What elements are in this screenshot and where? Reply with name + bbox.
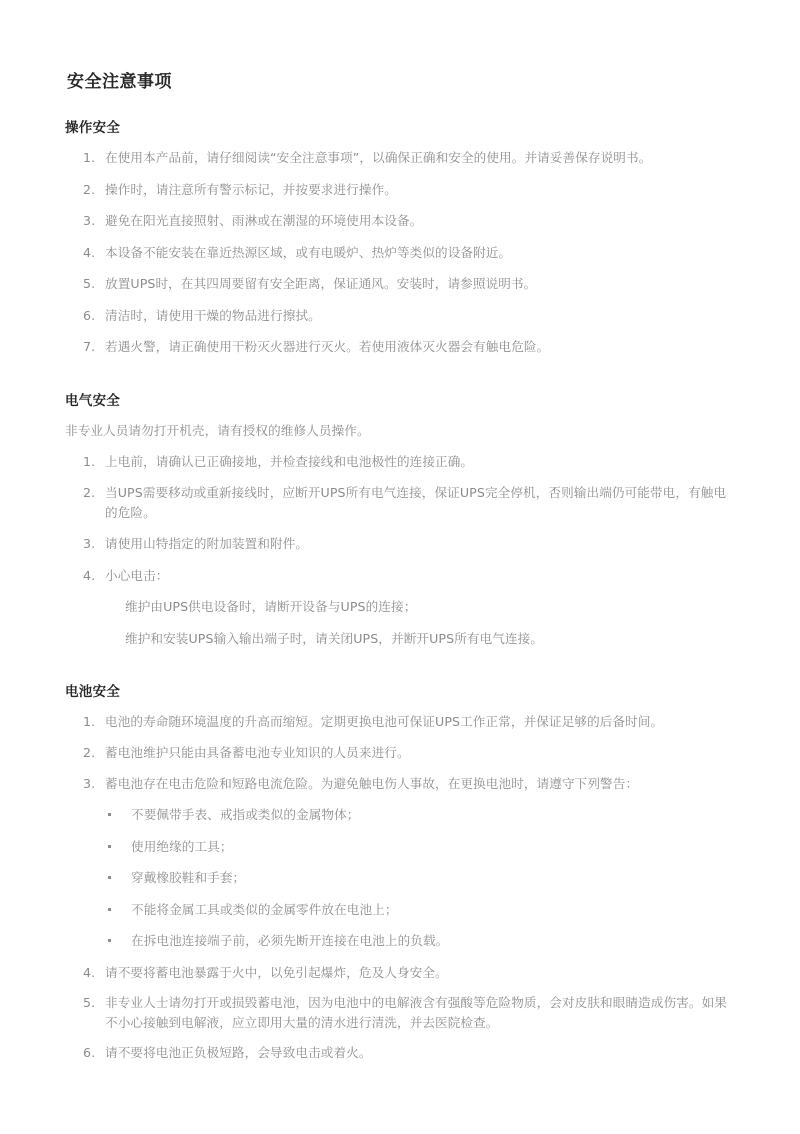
bullet-dot-icon [108,845,111,848]
bullet-list-item [105,931,737,951]
bullet-dot-icon [108,876,111,879]
list-item-text: 蓄电池维护只能由具备蓄电池专业知识的人员来进行。 [105,745,410,760]
list-item [83,180,737,200]
page-title: 安全注意事项 [67,72,172,93]
list-item-text: 清洁时，请使用干燥的物品进行擦拭。 [105,307,321,323]
list-item [83,306,737,326]
list-marker: 4. [83,244,96,260]
section-intro-text: 非专业人员请勿打开机壳，请有授权的维修人员操作。 [65,423,370,439]
section-electrical-safety [65,391,737,648]
list-item [83,483,737,522]
list-item [83,963,737,983]
list-item [83,148,737,168]
list-item [83,211,737,231]
list-marker: 2. [83,745,96,760]
list-item [83,337,737,357]
list-item-text: 请不要将电池正负极短路，会导致电击或着火。 [105,1045,372,1061]
list-marker: 3. [83,775,96,791]
bullet-list-item [105,837,737,857]
bullet-list-item [105,868,737,888]
bullet-list [105,805,737,951]
list-marker: 1. [83,150,96,166]
numbered-list [65,148,737,357]
bullet-text: 不要佩带手表、戒指或类似的金属物体； [131,807,360,823]
list-item [83,993,737,1032]
bullet-list-item [105,900,737,920]
list-item-text: 非专业人士请勿打开或损毁蓄电池，因为电池中的电解液含有强酸等危险物质，会对皮肤和眼睛造成伤害。如果不小心接触到电解液，应立即用大量的清水进行清洗，并去医院检查。 [105,995,727,1030]
section-heading: 电池安全 [65,684,121,701]
document-content [65,118,737,1074]
list-marker: 6. [83,1045,96,1061]
bullet-text: 使用绝缘的工具； [131,838,233,854]
list-item [83,534,737,554]
list-item-text: 放置UPS时，在其四周要留有安全距离，保证通风。安装时，请参照说明书。 [105,276,537,292]
bullet-text: 不能将金属工具或类似的金属零件放在电池上； [131,901,398,917]
list-item-text: 小心电击： [105,567,169,583]
section-operation-safety [65,118,737,357]
list-marker: 6. [83,307,96,323]
list-item [83,566,737,649]
list-item-text: 若遇火警，请正确使用干粉灭火器进行灭火。若使用液体灭火器会有触电危险。 [105,339,550,355]
numbered-list [65,712,737,1062]
list-item [83,774,737,951]
list-item [83,743,737,763]
sub-line-list [105,597,737,648]
list-item-text: 上电前，请确认已正确接地，并检查接线和电池极性的连接正确。 [105,453,474,469]
bullet-list-item [105,805,737,825]
numbered-list [65,452,737,649]
list-item-text: 本设备不能安装在靠近热源区域，或有电暖炉、热炉等类似的设备附近。 [105,244,512,260]
section-battery-safety [65,682,737,1062]
bullet-text: 在拆电池连接端子前，必须先断开连接在电池上的负载。 [131,933,449,949]
list-marker: 5. [83,995,96,1011]
list-item-text: 操作时，请注意所有警示标记，并按要求进行操作。 [105,181,397,197]
list-item-text: 请不要将蓄电池暴露于火中，以免引起爆炸，危及人身安全。 [105,964,448,980]
sub-line: 维护和安装UPS输入输出端子时，请关闭UPS，并断开UPS所有电气连接。 [125,630,544,646]
list-item [83,712,737,732]
list-item-text: 避免在阳光直接照射、雨淋或在潮湿的环境使用本设备。 [105,213,423,229]
list-marker: 1. [83,453,96,469]
bullet-text: 穿戴橡胶鞋和手套； [131,870,246,886]
list-item-text: 蓄电池存在电击危险和短路电流危险。为避免触电伤人事故，在更换电池时，请遵守下列警告： [105,775,639,791]
list-marker: 4. [83,567,96,583]
list-marker: 2. [83,485,96,501]
list-marker: 5. [83,276,96,292]
list-marker: 2. [83,181,96,197]
list-item [83,452,737,472]
list-marker: 1. [83,714,96,730]
sub-line: 维护由UPS供电设备时，请断开设备与UPS的连接； [125,599,417,615]
section-heading: 操作安全 [65,120,121,136]
list-item-text: 请使用山特指定的附加装置和附件。 [105,536,309,552]
list-item [83,274,737,294]
list-marker: 7. [83,339,96,355]
bullet-dot-icon [108,908,111,911]
list-marker: 3. [83,213,96,229]
list-item-text: 当UPS需要移动或重新接线时，应断开UPS所有电气连接，保证UPS完全停机，否则输出端仍可能带电，有触电的危险。 [105,485,727,520]
list-item-text: 在使用本产品前，请仔细阅读“安全注意事项”，以确保正确和安全的使用。并请妥善保存说明书。 [105,150,652,166]
section-heading: 电气安全 [65,392,121,409]
list-item [83,1043,737,1063]
bullet-dot-icon [108,813,111,816]
bullet-dot-icon [108,939,111,942]
list-marker: 3. [83,536,96,552]
list-marker: 4. [83,964,96,980]
list-item [83,243,737,263]
list-item-text: 电池的寿命随环境温度的升高而缩短。定期更换电池可保证UPS工作正常，并保证足够的后备时间。 [105,714,664,730]
